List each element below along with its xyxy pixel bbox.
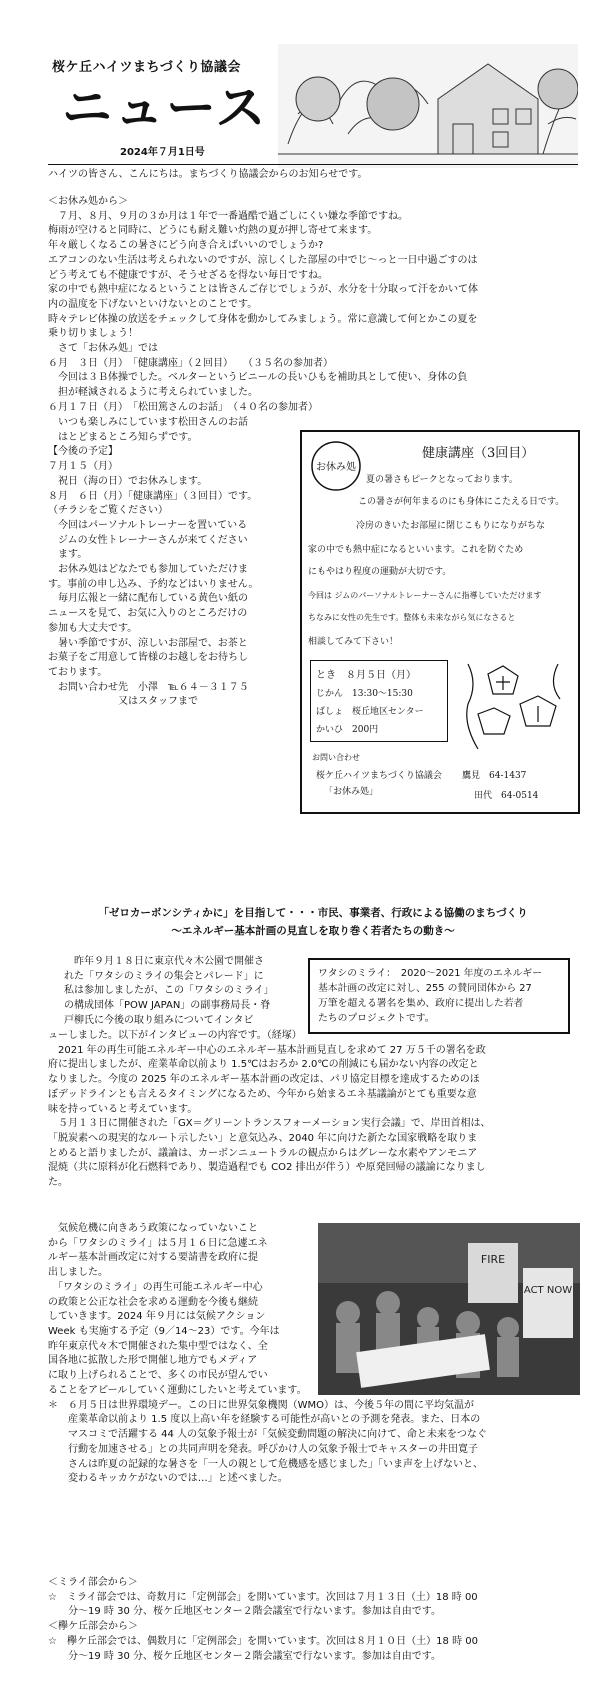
- article-headline: 「ゼロカーボンシティかに」を目指して・・・市民、事業者、行政による協働のまちづくり: [98, 907, 528, 919]
- oyasumi-line: 内の温度を下げないといけないとのことです。: [48, 298, 258, 310]
- flyer-tel2: 田代 64-0514: [474, 791, 539, 801]
- flyer-tel1: 鷹見 64-1437: [462, 771, 527, 781]
- footer-line: ☆ ミライ部会では、奇数月に「定例部会」を開いています。次回は７月１３日（土）18 時 00: [48, 1591, 478, 1603]
- photo-sign-act-now: ACT NOW: [523, 1285, 573, 1296]
- article-subheadline: ～エネルギー基本計画の見直しを取り巻く若者たちの動き～: [171, 925, 455, 937]
- oyasumi-line: ６月１７日（月） 「松田篤さんのお話」 （４０名の参加者）: [48, 401, 318, 413]
- flyer-heading: 健康講座（3回目）: [422, 446, 535, 461]
- definition-box: ワタシのミライ： 2020～2021 年度のエネルギー 基本計画の改定に対し、255 の賛同団体から 27 万筆を超える署名を集め、政府に提出した若者 たちのプロジェクトです。: [308, 958, 570, 1034]
- flyer-contact-label: お問い合わせ: [312, 753, 360, 762]
- article-body-2: 気候危機に向きあう政策になっていないこと から「ワタシのミライ」は５月１６日に急遽エネ ルギー基本計画改定に対する要請書を政府に提 出しました。 「ワタシのミライ」の再生可能エネルギー中心 の政策と公正な社会を求める運動を今後も継続 していきます。2024 年９月には気候アクション Week も実施する予定（9／14～23）です。今年は 昨年東京代々木で開催された集中型ではなく、全 国各地に拡散した形で開催し地方でもメディア に取り上げられることで、多くの市民が望んでい: [48, 1223, 280, 1382]
- masthead-rule: [48, 164, 578, 165]
- oyasumi-line: どう考えても不健康ですが、そうせざるを得ない毎日ですね。: [48, 269, 328, 281]
- issue-date: 2024年７月1日号: [120, 147, 205, 158]
- oyasumi-line: ＜お休み処から＞: [48, 196, 128, 207]
- flyer-line: 夏の暑さもピークとなっております。: [366, 475, 518, 485]
- house-sketch-illustration: [278, 44, 578, 168]
- flyer-corner-label: お休み処: [316, 462, 356, 473]
- flyer-place: ばしょ 桜丘地区センター: [316, 707, 424, 717]
- footer-line: ☆ 欅ケ丘部会では、偶数月に「定例部会」を開いています。次回は８月１０日（土）18 時 00: [48, 1635, 478, 1647]
- masthead-org: 桜ケ丘ハイツまちづくり協議会: [52, 60, 241, 75]
- oyasumi-line: さて「お休み処」では: [48, 343, 158, 355]
- article-body-1: ューしました。以下がインタビューの内容です。（経塚） 2021 年の再生可能エネルギー中心のエネルギー基本計画見直しを求めて 27 万５千の署名を政 府に提出しましたが、産業革命以前より 1.5℃はおろか 2.0℃の削減にも届かない内容の改定と なりました。今度の 2025 年のエネルギー基本計画の改定は、パリ協定目標を達成するためのほ ぼデッドラインとも言えるタイミングになるため、今年から始まるエネ基議論がとても重要な意 味を持っていると考えています。 ５月１３日に開催された「GX＝グリーントランスフォーメーション実行会議」で、岸田首相は、 「脱炭素への現実的なルート示したい」と意気込み、2040 年に向けた新たな国家戦略を取りま とめると語りましたが、議論は、カーボンニュートラルの観点からはグレーな水素やアンモニア 混焼（共に原料が化石燃料であり、製造過程でも CO2 排出が伴う）や原発回帰の議論になりまし た。: [48, 1030, 491, 1189]
- oyasumi-line: 今回は３Ｂ体操でした。ベルターというビニールの長いひもを補助具として使い、身体の負: [48, 372, 468, 384]
- flyer-when: とき ８月５日（月）: [316, 670, 416, 681]
- flyer-line: にもやはり程度の運動が大切です。: [308, 567, 452, 577]
- flyer-line: 冷房のきいたお部屋に閉じこもりになりがちな: [356, 521, 546, 531]
- flyer-line: この暑さが何年まるのにも身体にこたえる日です。: [358, 497, 565, 507]
- handwritten-flyer: [300, 430, 580, 814]
- oyasumi-line: 年々厳しくなるこの暑さにどう向き合えばいいのでしょうか?: [48, 240, 324, 252]
- oyasumi-line: 時々テレビ体操の放送をチェックして身体を動かしてみましょう。常に意識して何とかこの夏を: [48, 313, 478, 325]
- flyer-line: 今回は ジムのパーソナルトレーナーさんに指導していただけます: [308, 591, 542, 600]
- flyer-line: ちなみに女性の先生です。整体も未来ながら気になさると: [308, 613, 516, 622]
- article-intro: 昨年９月１８日に東京代々木公園で開催さ れた「ワタシのミライの集会とパレード」に 私は参加しましたが、この「ワタシのミライ」 の構成団体「POW JAPAN」の副事務局長・脊 戸柳氏に今後の取り組みについてインタビ: [64, 956, 274, 1026]
- footer-line: ＜欅ケ丘部会から＞: [48, 1621, 138, 1633]
- oyasumi-line: 乗り切りましょう！: [48, 328, 138, 340]
- photo-sign-fire: FIRE: [480, 1253, 506, 1266]
- oyasumi-left-column: いつも楽しみにしています松田さんのお話 はとどまるところ知らずです。 【今後の予定】 ７月１５（月） 祝日（海の日）でお休みします。 ８月 ６日（月）「健康講座」（３回目）です。 （チラシをご覧ください） 今回はパーソナルトレーナーを置いている ジムの女性トレーナーさんが来てください ます。 お休み処はどなたでも参加していただけま す。事前の申し込み、予約などはいりません。 毎月広報と一緒に配布している黄色い紙の ニュースを見て、お気に入りのところだけの 参加も大丈夫です。 暑い季節ですが、涼しいお部屋で、お茶と お菓子をご用意して皆様のお越しをお待ちし ております。 お問い合わせ先 小澤 ℡６４－３１７５ 又はスタッフまで: [48, 417, 259, 708]
- footer-line: ＜ミライ部会から＞: [48, 1577, 138, 1588]
- article-body-3: ることをアピールしていく運動にしたいと考えています。 ＊ ６月５日は世界環境デー。この日に世界気象機関（WMO）は、今後５年の間に平均気温が 産業革命以前より 1.5 度以上高い年を経験する可能性が高いとの予測を発表。また、日本の マスコミで活躍する 44 人の気象予報士が「気候変動問題の解決に向けて、命と未来をつなぐ 行動を加速させる」との共同声明を発表。呼びかけ人の気象予報士でキャスターの井田寛子 さんは昨夏の記録的な暑さを「一人の親として危機感を感じました」「いま声を上げないと、 変わるキッカケがないのでは…」と述べました。: [48, 1385, 487, 1485]
- morning-glory-illustration: [458, 654, 568, 754]
- greeting: ハイツの皆さん、こんにちは。まちづくり協議会からのお知らせです。: [48, 169, 368, 180]
- oyasumi-line: エアコンのない生活は考えられないのですが、涼しくした部屋の中でじ～っと一日中過ごすのは: [48, 254, 478, 266]
- protest-photo: [318, 1223, 580, 1395]
- oyasumi-line: 梅雨が空けると同時に、どうにも耐え難い灼熱の夏が押し寄せて来ます。: [48, 225, 378, 237]
- flyer-time: じかん 13:30～15:30: [316, 689, 413, 699]
- oyasumi-line: ６月 ３日（月） 「健康講座」（２回目） （３５名の参加者）: [48, 357, 333, 369]
- footer-line: 分～19 時 30 分、桜ケ丘地区センター２階会議室で行ないます。参加は自由です。: [48, 1650, 441, 1662]
- flyer-org: 桜ケ丘ハイツまちづくり協議会: [316, 771, 442, 781]
- oyasumi-line: ７月、８月、９月の３か月は１年で一番過酷で過ごしにくい嫌な季節ですね。: [48, 210, 408, 222]
- flyer-org2: 「お休み処」: [324, 787, 379, 797]
- flyer-fee: かいひ 200円: [316, 725, 379, 735]
- footer-notices: [48, 1576, 578, 1664]
- oyasumi-line: 担が軽減されるように考えられていました。: [48, 387, 258, 399]
- oyasumi-section: [48, 195, 578, 416]
- oyasumi-line: 家の中でも熱中症になるということは皆さんご存じでしょうが、水分を十分取って汗をかいて体: [48, 284, 478, 296]
- flyer-line: 家の中でも熱中症になるといいます。これを防ぐため: [308, 545, 524, 555]
- flyer-line: 相談してみて下さい！: [308, 637, 399, 647]
- masthead-title: ニュース: [62, 79, 268, 137]
- footer-line: 分～19 時 30 分、桜ケ丘地区センター２階会議室で行ないます。参加は自由です。: [48, 1606, 441, 1618]
